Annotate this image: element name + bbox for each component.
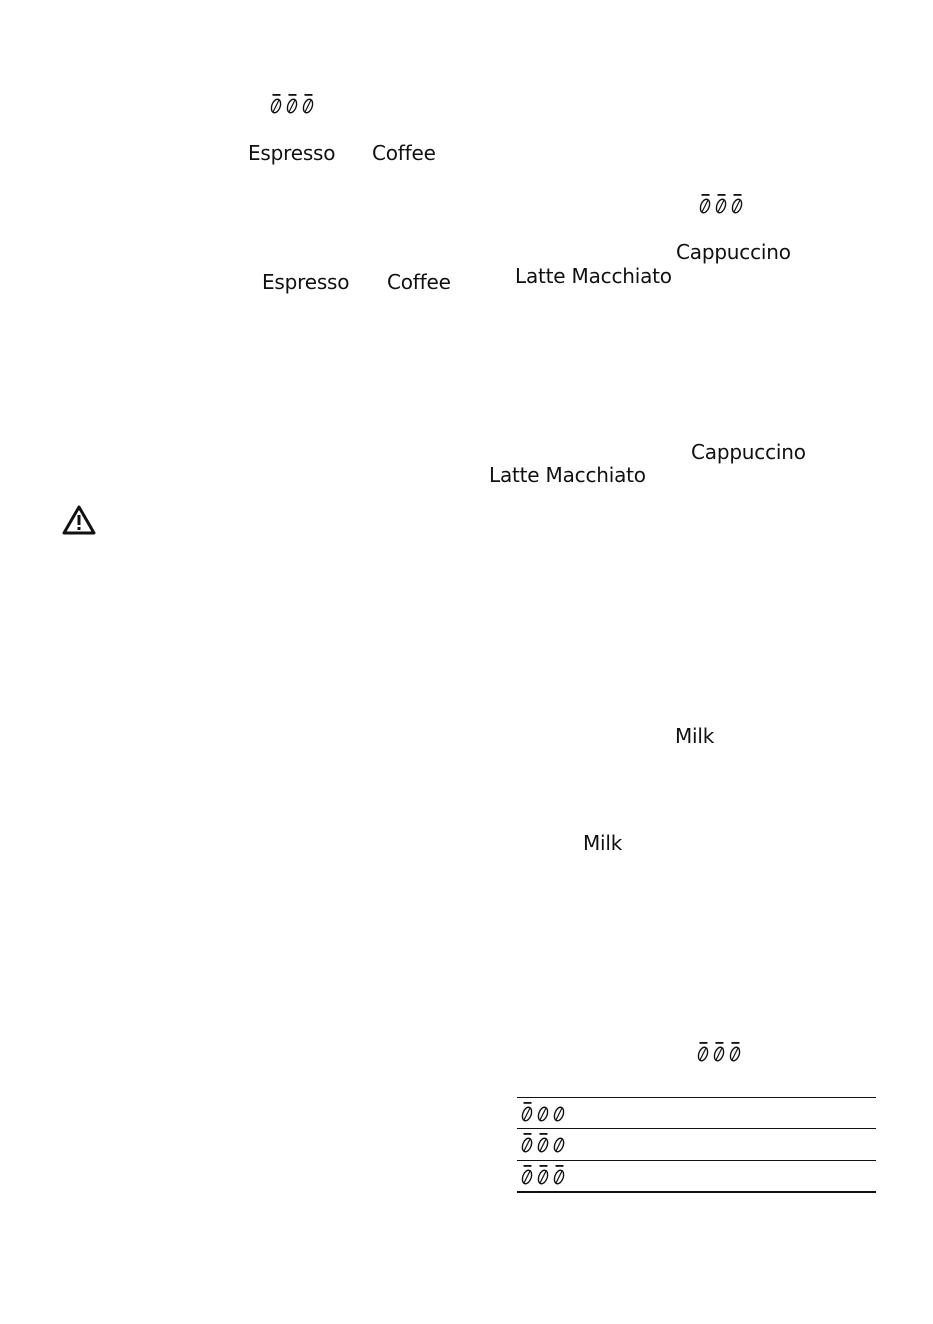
coffee-bean-icon: [729, 1042, 742, 1062]
coffee-bean-icon: [521, 1165, 534, 1185]
coffee-bean-icon: [537, 1106, 550, 1122]
bean-strength-icon: [695, 1040, 745, 1064]
bean-strength-icon: [519, 1100, 569, 1124]
coffee-bean-icon: [270, 94, 283, 114]
coffee-bean-icon: [715, 194, 728, 214]
cappuccino-label: Cappuccino: [691, 440, 806, 464]
table-rule: [517, 1191, 876, 1193]
coffee-bean-icon: [537, 1133, 550, 1153]
milk-label: Milk: [583, 831, 623, 855]
bean-strength-icon: [697, 192, 747, 216]
bean-strength-icon: [519, 1163, 569, 1187]
coffee-bean-icon: [699, 194, 712, 214]
coffee-bean-icon: [521, 1102, 534, 1122]
table-rule: [517, 1128, 876, 1129]
bean-strength-icon: [268, 92, 318, 116]
coffee-bean-icon: [553, 1106, 566, 1122]
coffee-bean-icon: [731, 194, 744, 214]
coffee-label: Coffee: [372, 141, 436, 165]
coffee-bean-icon: [286, 94, 299, 114]
cappuccino-label: Cappuccino: [676, 240, 791, 264]
milk-label: Milk: [675, 724, 715, 748]
coffee-bean-icon: [521, 1133, 534, 1153]
espresso-label: Espresso: [248, 141, 336, 165]
coffee-label: Coffee: [387, 270, 451, 294]
coffee-bean-icon: [553, 1137, 566, 1153]
coffee-bean-icon: [553, 1165, 566, 1185]
coffee-bean-icon: [537, 1165, 550, 1185]
coffee-bean-icon: [697, 1042, 710, 1062]
warning-triangle-icon: [62, 505, 96, 535]
table-rule: [517, 1160, 876, 1161]
espresso-label: Espresso: [262, 270, 350, 294]
coffee-bean-icon: [302, 94, 315, 114]
coffee-bean-icon: [713, 1042, 726, 1062]
table-rule: [517, 1097, 876, 1098]
latte-macchiato-label: Latte Macchiato: [515, 264, 672, 288]
latte-macchiato-label: Latte Macchiato: [489, 463, 646, 487]
bean-strength-icon: [519, 1131, 569, 1155]
